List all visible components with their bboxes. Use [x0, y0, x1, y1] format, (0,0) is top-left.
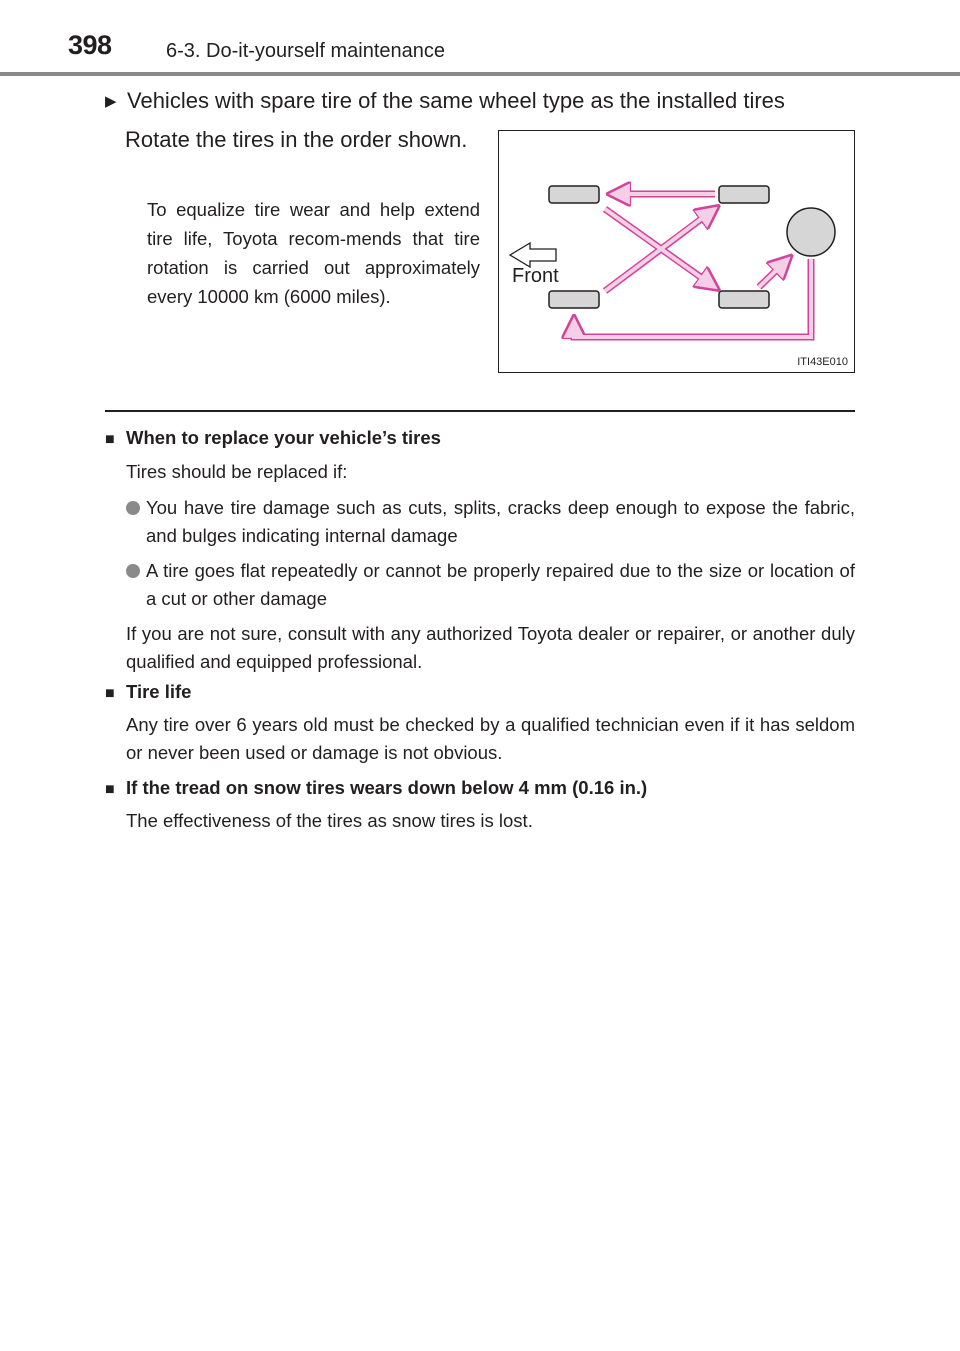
section-heading-text: If the tread on snow tires wears down below 4 mm (0.16 in.)	[126, 777, 648, 798]
square-bullet-icon: ■	[105, 781, 115, 798]
section-outro: If you are not sure, consult with any authorized Toyota dealer or repairer, or another duly qualified and equipped professional.	[126, 623, 855, 672]
front-label: Front	[512, 265, 559, 287]
snow-tires-section	[105, 776, 855, 835]
section-body: The effectiveness of the tires as snow tires is lost.	[126, 810, 533, 831]
list-item	[105, 494, 855, 550]
list-item-text: A tire goes flat repeatedly or cannot be properly repaired due to the size or location of a cut or other damage	[146, 560, 855, 609]
section-title: 6-3. Do-it-yourself maintenance	[166, 40, 446, 62]
page-number: 398	[68, 30, 112, 60]
square-bullet-icon: ■	[105, 685, 115, 702]
figure-code: ITI43E010	[797, 356, 848, 368]
rotation-arrows	[574, 194, 811, 337]
tire-rotation-diagram	[498, 130, 855, 373]
section-intro: Tires should be replaced if:	[126, 461, 348, 482]
rotation-lead: Rotate the tires in the order shown.	[125, 127, 468, 152]
section-body: Any tire over 6 years old must be checked by a qualified technician even if it has seldom or never been used or damage is not obvious.	[126, 714, 855, 763]
tire-front-right	[549, 291, 599, 308]
tire-front-left	[549, 186, 599, 203]
tire-rear-left	[719, 186, 769, 203]
section-heading-text: When to replace your vehicle’s tires	[126, 427, 441, 448]
rotation-note: To equalize tire wear and help extend tire life, Toyota recom-mends that tire rotation is carried out approximately every 10000 km (6000 miles).	[147, 199, 480, 307]
tire-life-section	[105, 680, 855, 767]
square-bullet-icon: ■	[105, 431, 115, 448]
circle-bullet-icon	[126, 564, 140, 578]
spare-tire	[787, 208, 835, 256]
section-heading	[105, 776, 855, 802]
section-heading-text: Tire life	[126, 681, 192, 702]
section-heading	[105, 680, 855, 706]
replace-tires-section	[105, 426, 855, 676]
list-item-text: You have tire damage such as cuts, splits, cracks deep enough to expose the fabric, and bulges indicating internal damage	[146, 497, 855, 546]
rotation-heading	[105, 88, 785, 114]
header-rule	[0, 72, 960, 76]
section-divider	[105, 410, 855, 412]
rotation-heading-text: Vehicles with spare tire of the same wheel type as the installed tires	[127, 88, 785, 113]
tire-rotation-graphic	[499, 131, 853, 371]
circle-bullet-icon	[126, 501, 140, 515]
front-direction-arrow	[510, 243, 556, 267]
section-heading	[105, 426, 855, 452]
triangle-bullet-icon: ▶	[105, 93, 117, 110]
tire-rear-right	[719, 291, 769, 308]
list-item	[105, 557, 855, 613]
